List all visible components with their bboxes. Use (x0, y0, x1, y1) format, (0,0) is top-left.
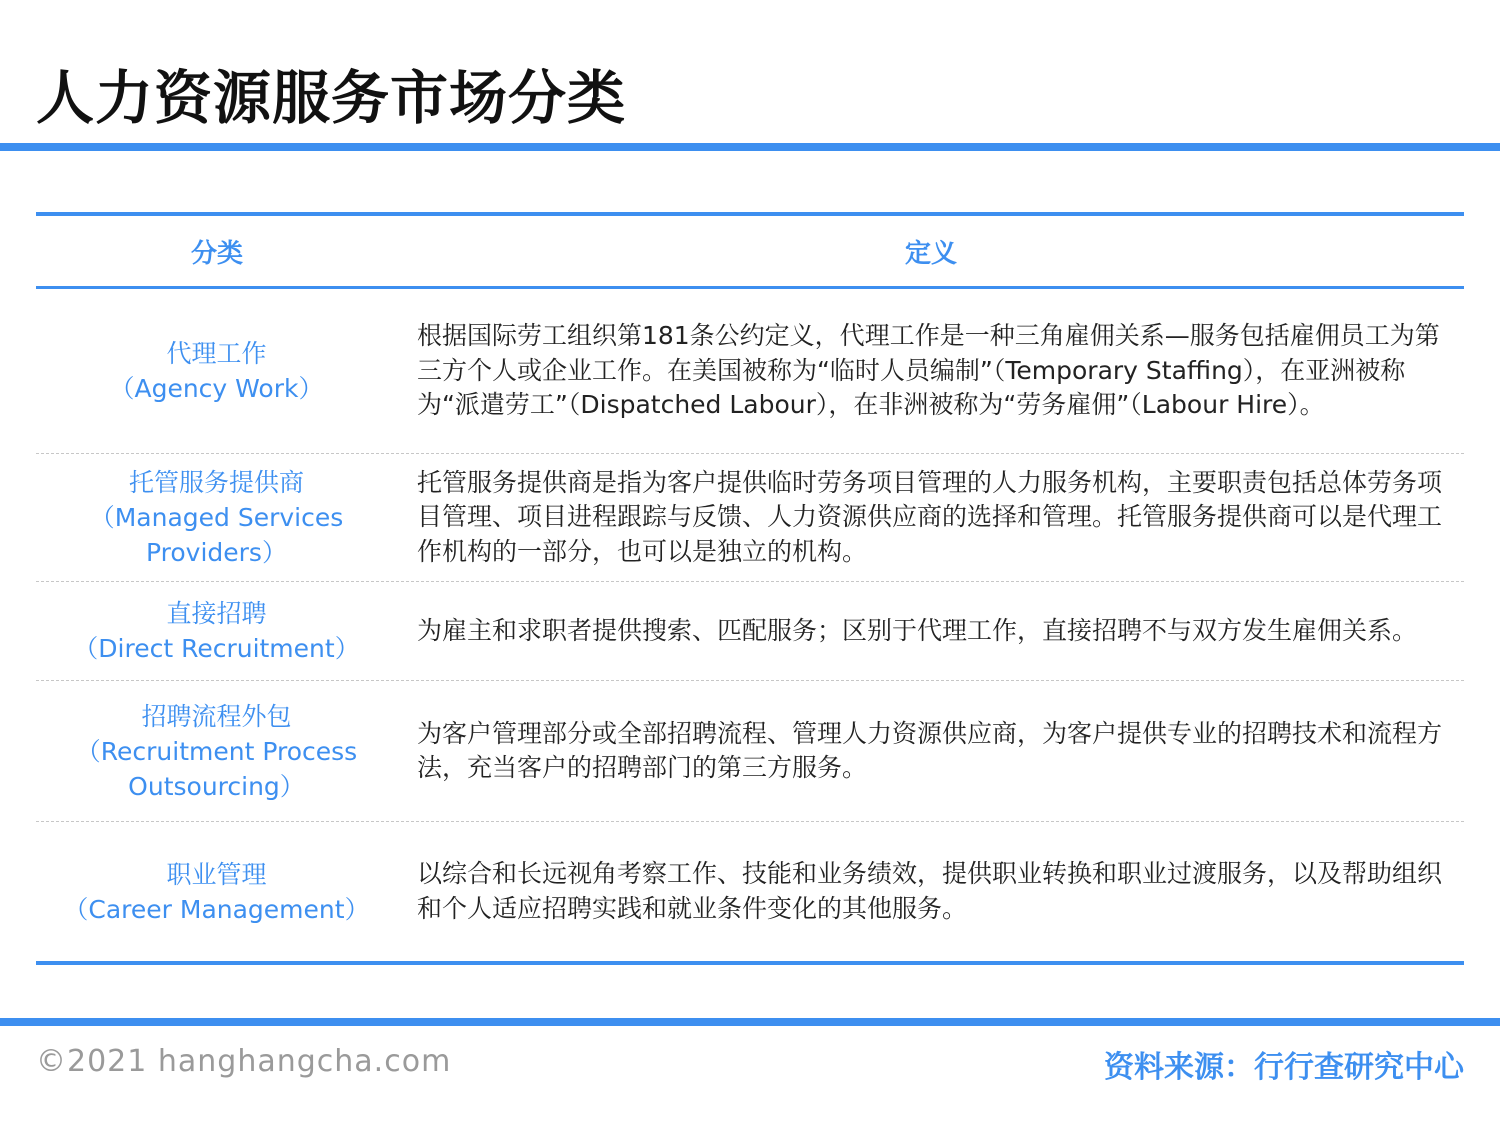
category-cell (36, 699, 397, 804)
category-name-en: （Direct Recruitment） (73, 634, 360, 663)
table-bottom-border (36, 961, 1464, 965)
category-name-cn: 职业管理 (166, 859, 267, 889)
category-cell (36, 596, 397, 666)
title-divider (0, 143, 1500, 151)
header-definition: 定义 (904, 238, 957, 269)
definition-cell: 以综合和长远视角考察工作、技能和业务绩效，提供职业转换和职业过渡服务，以及帮助组织和个人适应招聘实践和就业条件变化的其他服务。 (416, 859, 1442, 923)
category-name-cn: 招聘流程外包 (141, 701, 292, 731)
category-cell (36, 465, 397, 570)
table-header (36, 216, 1464, 289)
definition-cell: 为客户管理部分或全部招聘流程、管理人力资源供应商，为客户提供专业的招聘技术和流程方法，充当客户的招聘部门的第三方服务。 (416, 718, 1442, 782)
category-cell (36, 336, 397, 406)
source-text: 资料来源：行行查研究中心 (1104, 1050, 1464, 1085)
definition-cell: 为雇主和求职者提供搜索、匹配服务；区别于代理工作，直接招聘不与双方发生雇佣关系。 (416, 615, 1417, 645)
table-row (36, 822, 1464, 961)
category-name-cn: 托管服务提供商 (128, 468, 304, 497)
category-name-cn: 代理工作 (166, 339, 267, 368)
table-row (36, 582, 1464, 681)
definition-cell: 根据国际劳工组织第181条公约定义，代理工作是一种三角雇佣关系—服务包括雇佣员工为第三方个人或企业工作。在美国被称为“临时人员编制”（Temporary Staffing），在亚洲被称为“派遣劳工”（Dispatched Labour），在非洲被称为“劳务雇佣”（Labour Hire）。 (416, 321, 1440, 420)
footer-divider (0, 1018, 1500, 1026)
table-row (36, 681, 1464, 822)
page-title: 人力资源服务市场分类 (36, 64, 627, 132)
copyright-text: ©2021 hanghangcha.com (36, 1044, 452, 1079)
category-name-en: （Recruitment Process (75, 736, 358, 766)
definition-cell: 托管服务提供商是指为客户提供临时劳务项目管理的人力服务机构，主要职责包括总体劳务项目管理、项目进程跟踪与反馈、人力资源供应商的选择和管理。托管服务提供商可以是代理工作机构的一部分，也可以是独立的机构。 (416, 467, 1442, 566)
header-category: 分类 (190, 238, 243, 269)
table-row (36, 289, 1464, 454)
category-name-en-line2: Providers） (146, 538, 287, 567)
category-name-cn: 直接招聘 (166, 599, 267, 628)
classification-table (36, 212, 1464, 965)
category-name-en: （Managed Services (89, 503, 344, 532)
table-row (36, 454, 1464, 582)
category-cell (36, 857, 397, 927)
category-name-en-line2: Outsourcing） (128, 771, 305, 801)
category-name-en: （Career Management） (63, 894, 370, 924)
category-name-en: （Agency Work） (109, 374, 324, 403)
